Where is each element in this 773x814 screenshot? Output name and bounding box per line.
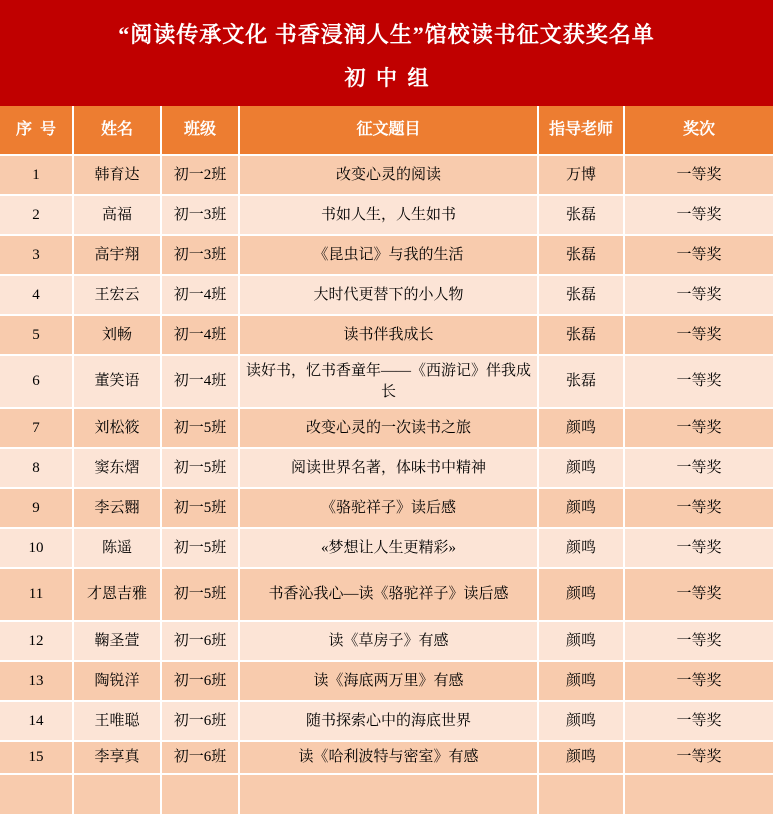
cell-name: 刘畅 <box>73 315 161 355</box>
cell-teacher: 颜鸣 <box>538 408 624 448</box>
cell-number: 10 <box>0 528 73 568</box>
cell-number: 14 <box>0 701 73 741</box>
cell-essay-title: 《昆虫记》与我的生活 <box>239 235 538 275</box>
cell-teacher: 张磊 <box>538 195 624 235</box>
cell-teacher: 张磊 <box>538 355 624 408</box>
cell-class: 初一5班 <box>161 488 239 528</box>
cell-teacher: 颜鸣 <box>538 741 624 774</box>
cell-number: 4 <box>0 275 73 315</box>
cell-name: 陶锐洋 <box>73 661 161 701</box>
cell-class: 初一6班 <box>161 741 239 774</box>
cell-essay-title: 《骆驼祥子》读后感 <box>239 488 538 528</box>
table-row <box>0 488 773 528</box>
cell-name: 高福 <box>73 195 161 235</box>
cell-number: 13 <box>0 661 73 701</box>
cell-award: 一等奖 <box>624 528 773 568</box>
cell-award: 一等奖 <box>624 235 773 275</box>
partial-cell <box>538 774 624 814</box>
header-row <box>0 106 773 155</box>
cell-essay-title: 书香沁我心—读《骆驼祥子》读后感 <box>239 568 538 621</box>
cell-number: 15 <box>0 741 73 774</box>
title-banner <box>0 0 773 106</box>
cell-award: 一等奖 <box>624 488 773 528</box>
cell-essay-title: «梦想让人生更精彩» <box>239 528 538 568</box>
cell-award: 一等奖 <box>624 448 773 488</box>
table-row <box>0 448 773 488</box>
cell-award: 一等奖 <box>624 155 773 195</box>
cell-number: 5 <box>0 315 73 355</box>
cell-number: 1 <box>0 155 73 195</box>
cell-number: 12 <box>0 621 73 661</box>
cell-award: 一等奖 <box>624 315 773 355</box>
table-row <box>0 155 773 195</box>
cell-name: 鞠圣萱 <box>73 621 161 661</box>
cell-essay-title: 读《海底两万里》有感 <box>239 661 538 701</box>
table-row <box>0 661 773 701</box>
cell-name: 王宏云 <box>73 275 161 315</box>
cell-teacher: 颜鸣 <box>538 661 624 701</box>
cell-essay-title: 书如人生，人生如书 <box>239 195 538 235</box>
cell-award: 一等奖 <box>624 568 773 621</box>
partial-cell <box>0 774 73 814</box>
cell-essay-title: 改变心灵的一次读书之旅 <box>239 408 538 448</box>
cell-name: 才恩吉雅 <box>73 568 161 621</box>
cell-name: 李云翾 <box>73 488 161 528</box>
cell-essay-title: 读《草房子》有感 <box>239 621 538 661</box>
cell-teacher: 颜鸣 <box>538 528 624 568</box>
column-header: 征文题目 <box>239 106 538 155</box>
partial-cell <box>624 774 773 814</box>
cell-number: 9 <box>0 488 73 528</box>
cell-award: 一等奖 <box>624 195 773 235</box>
cell-class: 初一4班 <box>161 355 239 408</box>
partial-row <box>0 774 773 814</box>
cell-name: 陈遥 <box>73 528 161 568</box>
column-header: 序 号 <box>0 106 73 155</box>
cell-award: 一等奖 <box>624 741 773 774</box>
cell-teacher: 颜鸣 <box>538 621 624 661</box>
group-title: 初 中 组 <box>344 65 429 90</box>
table-row <box>0 275 773 315</box>
table-row <box>0 568 773 621</box>
cell-essay-title: 大时代更替下的小人物 <box>239 275 538 315</box>
cell-number: 2 <box>0 195 73 235</box>
table-row <box>0 235 773 275</box>
cell-number: 6 <box>0 355 73 408</box>
cell-teacher: 颜鸣 <box>538 488 624 528</box>
cell-class: 初一5班 <box>161 568 239 621</box>
table-row <box>0 741 773 774</box>
column-header: 指导老师 <box>538 106 624 155</box>
cell-class: 初一2班 <box>161 155 239 195</box>
cell-teacher: 张磊 <box>538 315 624 355</box>
cell-teacher: 颜鸣 <box>538 448 624 488</box>
table-body <box>0 155 773 814</box>
cell-essay-title: 随书探索心中的海底世界 <box>239 701 538 741</box>
cell-name: 刘松筱 <box>73 408 161 448</box>
cell-essay-title: 改变心灵的阅读 <box>239 155 538 195</box>
partial-cell <box>239 774 538 814</box>
table-row <box>0 195 773 235</box>
column-header: 奖次 <box>624 106 773 155</box>
table-row <box>0 701 773 741</box>
cell-teacher: 颜鸣 <box>538 701 624 741</box>
cell-teacher: 颜鸣 <box>538 568 624 621</box>
cell-class: 初一3班 <box>161 195 239 235</box>
table-row <box>0 355 773 408</box>
table-row <box>0 621 773 661</box>
cell-class: 初一5班 <box>161 448 239 488</box>
cell-award: 一等奖 <box>624 701 773 741</box>
awards-table <box>0 106 773 814</box>
cell-name: 王唯聪 <box>73 701 161 741</box>
cell-class: 初一5班 <box>161 408 239 448</box>
cell-teacher: 张磊 <box>538 275 624 315</box>
cell-name: 李享真 <box>73 741 161 774</box>
cell-essay-title: 阅读世界名著，体味书中精神 <box>239 448 538 488</box>
cell-number: 11 <box>0 568 73 621</box>
cell-award: 一等奖 <box>624 621 773 661</box>
cell-teacher: 万博 <box>538 155 624 195</box>
cell-class: 初一3班 <box>161 235 239 275</box>
cell-award: 一等奖 <box>624 408 773 448</box>
cell-number: 7 <box>0 408 73 448</box>
table-head <box>0 106 773 155</box>
cell-award: 一等奖 <box>624 661 773 701</box>
cell-number: 8 <box>0 448 73 488</box>
cell-award: 一等奖 <box>624 355 773 408</box>
cell-class: 初一6班 <box>161 701 239 741</box>
cell-essay-title: 读好书，忆书香童年——《西游记》伴我成长 <box>239 355 538 408</box>
partial-cell <box>161 774 239 814</box>
cell-name: 董笑语 <box>73 355 161 408</box>
cell-essay-title: 读《哈利波特与密室》有感 <box>239 741 538 774</box>
cell-class: 初一6班 <box>161 661 239 701</box>
column-header: 班级 <box>161 106 239 155</box>
cell-class: 初一4班 <box>161 315 239 355</box>
cell-class: 初一5班 <box>161 528 239 568</box>
cell-name: 高宇翔 <box>73 235 161 275</box>
cell-number: 3 <box>0 235 73 275</box>
cell-essay-title: 读书伴我成长 <box>239 315 538 355</box>
table-row <box>0 315 773 355</box>
cell-name: 韩育达 <box>73 155 161 195</box>
cell-class: 初一4班 <box>161 275 239 315</box>
cell-teacher: 张磊 <box>538 235 624 275</box>
table-row <box>0 408 773 448</box>
page-title: “阅读传承文化 书香浸润人生”馆校读书征文获奖名单 <box>118 21 655 47</box>
cell-name: 窦东熠 <box>73 448 161 488</box>
partial-cell <box>73 774 161 814</box>
cell-class: 初一6班 <box>161 621 239 661</box>
cell-award: 一等奖 <box>624 275 773 315</box>
column-header: 姓名 <box>73 106 161 155</box>
table-row <box>0 528 773 568</box>
